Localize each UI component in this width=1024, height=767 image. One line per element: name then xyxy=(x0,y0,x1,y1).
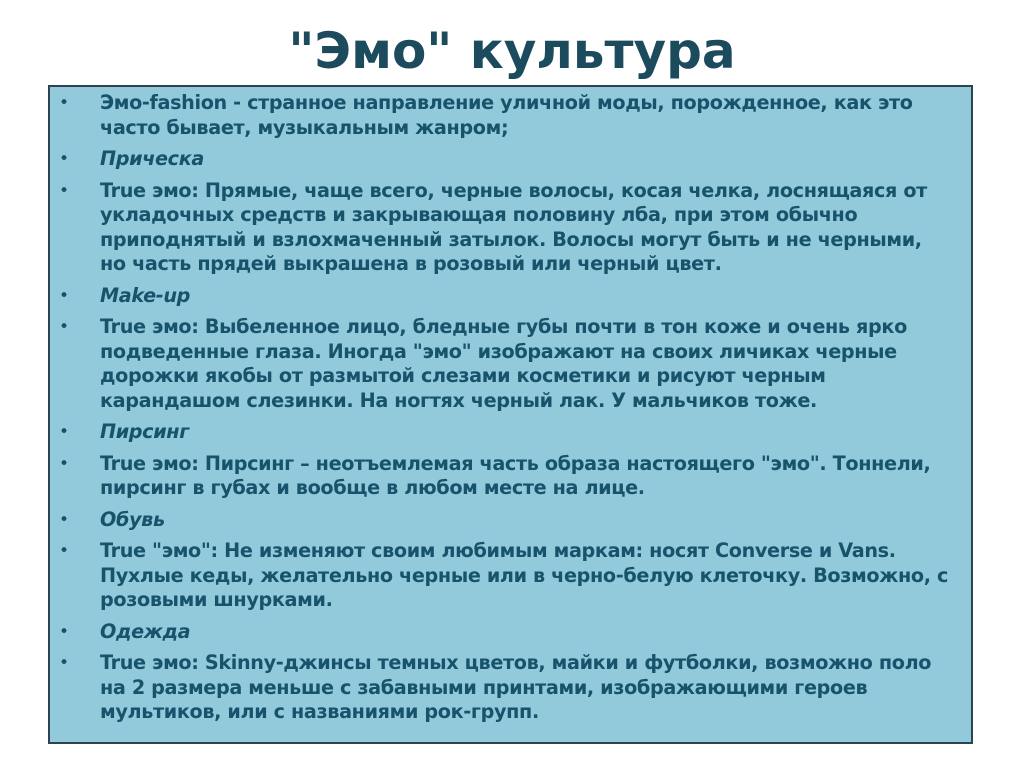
bullet-text: True эмо: Выбеленное лицо, бледные губы почти в тон коже и очень ярко подведенные глаза. Иногда "эмо" изображают на своих личиках черные дорожки якобы от размытой слезами косметики и рисуют черным карандашом слезинки. На ногтях черный лак. У мальчиков тоже. xyxy=(100,315,907,412)
bullet-dot-icon: • xyxy=(59,93,69,113)
bullet-heading-hairstyle xyxy=(50,147,971,172)
bullet-dot-icon: • xyxy=(59,653,69,673)
bullet-item-hairstyle xyxy=(50,179,971,277)
bullet-dot-icon: • xyxy=(59,149,69,169)
bullet-heading-text: Одежда xyxy=(100,619,191,643)
bullet-item-makeup xyxy=(50,315,971,413)
bullet-dot-icon: • xyxy=(59,285,69,306)
bullet-text: True эмо: Пирсинг – неотъемлемая часть образа настоящего "эмо". Тоннели, пирсинг в губах и вообще в любом месте на лице. xyxy=(100,451,931,499)
slide-title: "Эмо" культура xyxy=(288,22,736,80)
bullet-text: True эмо: Прямые, чаще всего, черные волосы, косая челка, лоснящаяся от укладочных средств и закрывающая половину лба, при этом обычно приподнятый и взлохмаченный затылок. Волосы могут быть и не черными, но часть прядей выкрашена в розовый или черный цвет. xyxy=(100,178,927,275)
bullet-item-footwear xyxy=(50,539,971,613)
bullet-dot-icon: • xyxy=(59,509,69,530)
bullet-text: True "эмо": Не изменяют своим любимым маркам: носят Converse и Vans. Пухлые кеды, желательно черные или в черно-белую клеточку. Возможно, с розовыми шнурками. xyxy=(100,539,948,611)
bullet-heading-text: Прическа xyxy=(100,147,204,170)
content-box xyxy=(48,85,973,744)
bullet-list xyxy=(50,87,971,725)
bullet-dot-icon: • xyxy=(59,317,69,337)
bullet-dot-icon: • xyxy=(59,422,69,442)
bullet-dot-icon: • xyxy=(59,541,69,561)
bullet-item-piercing xyxy=(50,452,971,501)
bullet-heading-makeup xyxy=(50,284,971,309)
bullet-heading-text: Обувь xyxy=(100,507,165,531)
bullet-text: Эмо-fashion - странное направление уличной моды, порожденное, как это часто бывает, музыкальным жанром; xyxy=(100,91,913,139)
bullet-heading-text: Пирсинг xyxy=(100,420,189,443)
bullet-item-fashion xyxy=(50,91,971,140)
bullet-text: True эмо: Skinny-джинсы темных цветов, майки и футболки, возможно поло на 2 размера меньше с забавными принтами, изображающими героев мультиков, или с названиями рок-групп. xyxy=(100,651,932,723)
bullet-dot-icon: • xyxy=(59,180,69,201)
bullet-heading-clothing xyxy=(50,620,971,645)
bullet-item-clothing xyxy=(50,651,971,725)
bullet-heading-text: Make-up xyxy=(100,283,191,307)
bullet-dot-icon: • xyxy=(59,453,69,474)
bullet-dot-icon: • xyxy=(59,621,69,642)
bullet-heading-piercing xyxy=(50,420,971,445)
bullet-heading-footwear xyxy=(50,508,971,533)
